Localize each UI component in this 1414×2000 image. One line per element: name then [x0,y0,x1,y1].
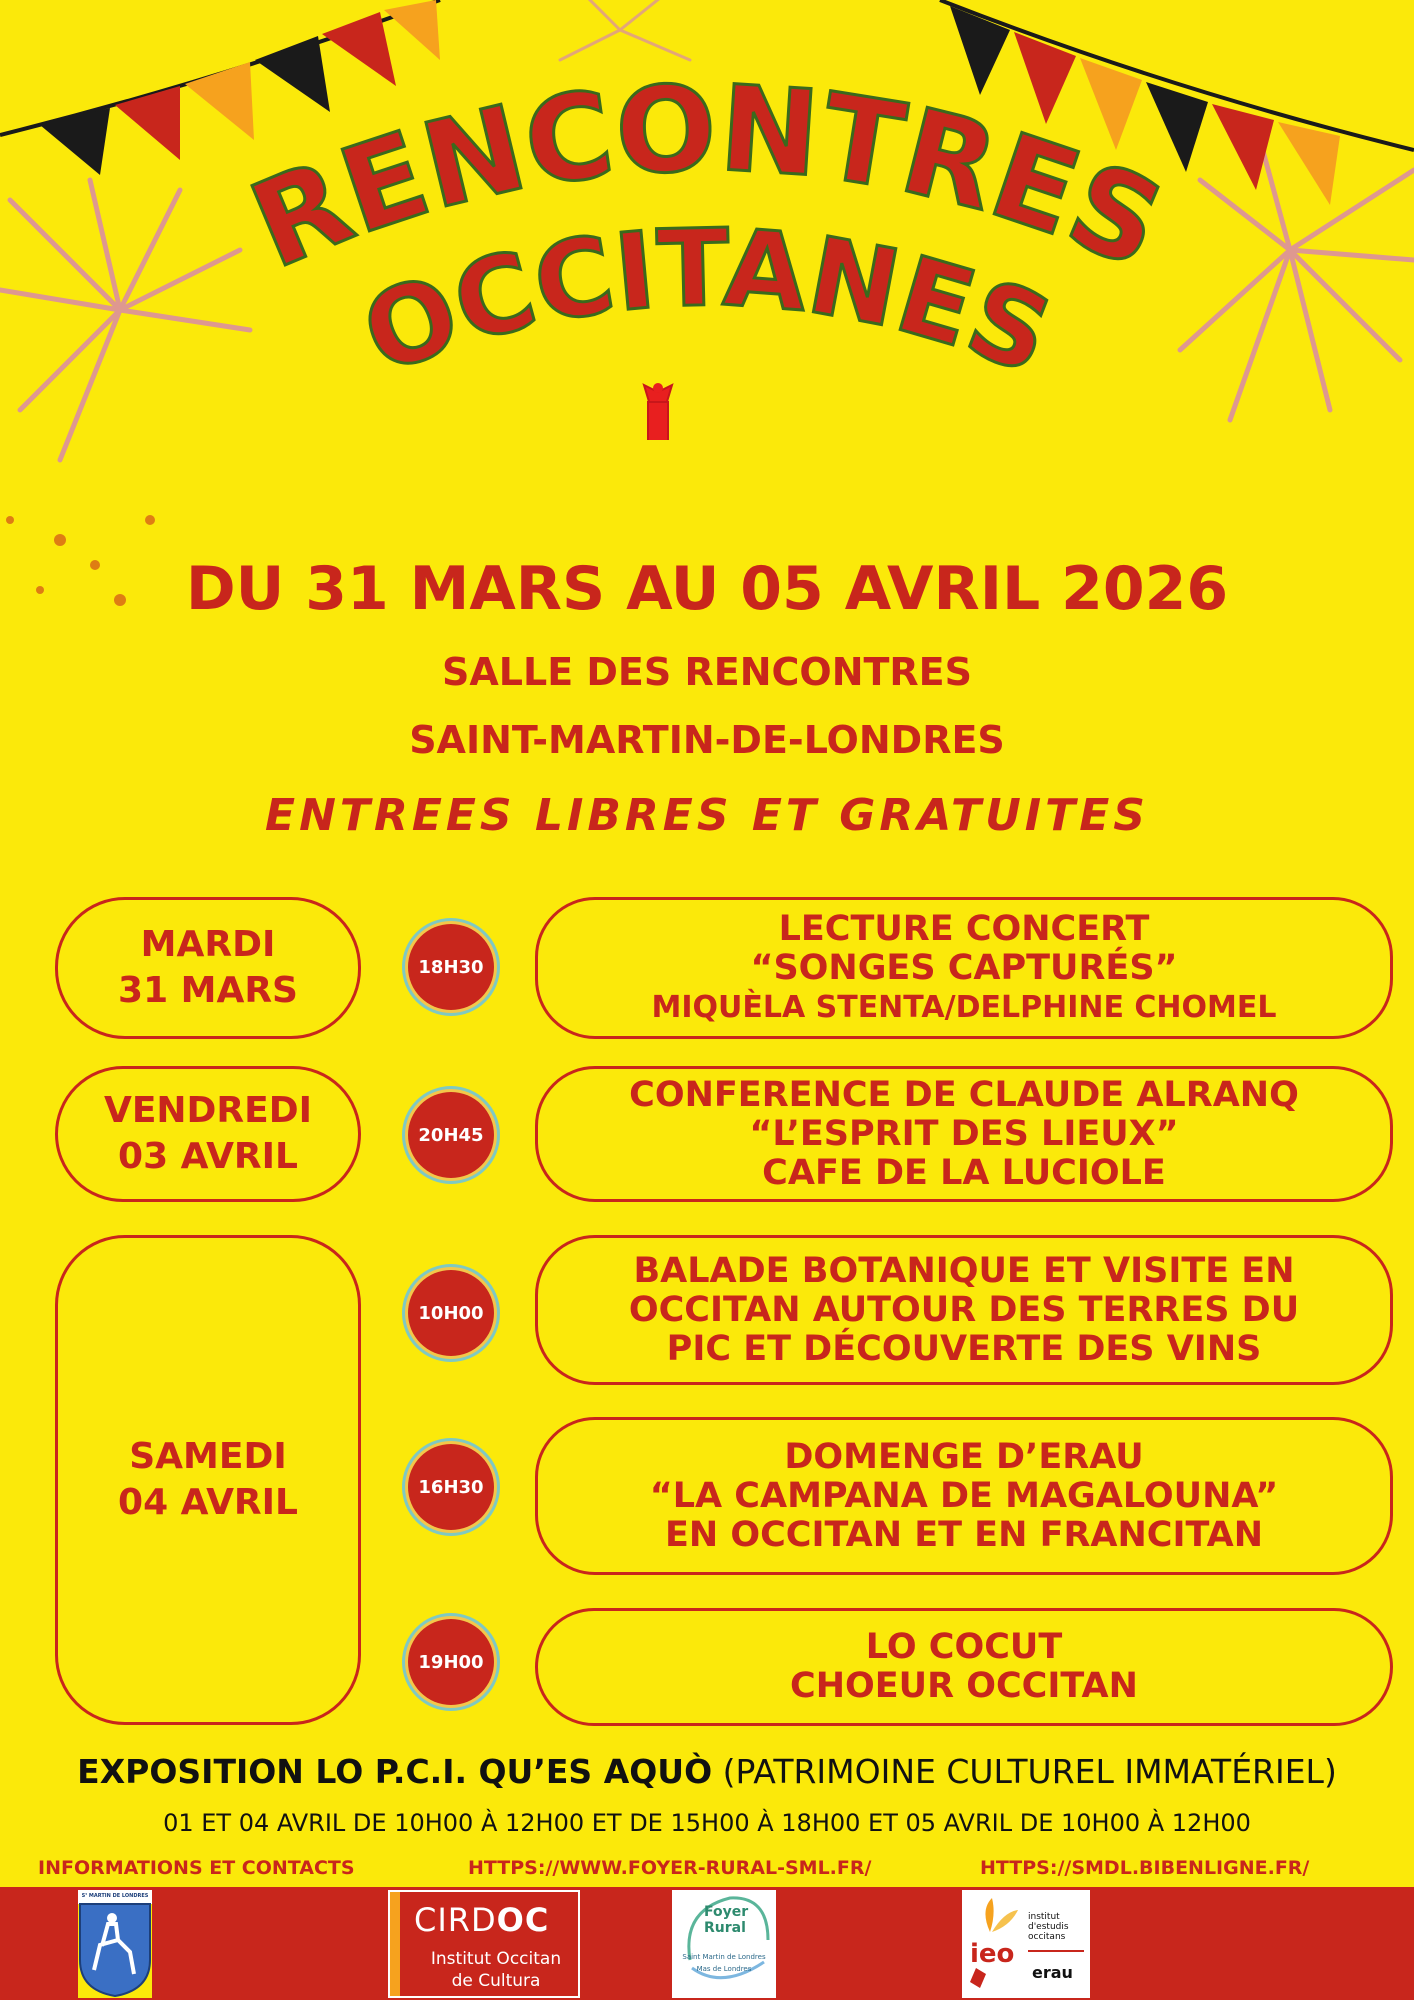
event-box-conference [535,1066,1393,1202]
event-box-domenge [535,1417,1393,1575]
time-badge: 20H45 [408,1092,494,1178]
event-box-balade [535,1235,1393,1385]
logo-foyer-rural [672,1890,776,1998]
title-graphic [0,0,1414,440]
ieo-divider [1028,1950,1084,1952]
event-title: DOMENGE D’ERAU [784,1436,1144,1477]
time-badge: 10H00 [408,1270,494,1356]
cirdoc-accent-bar [390,1892,400,1996]
saint-martin-crest-icon [78,1890,152,1998]
day-date: 03 AVRIL [118,1136,298,1177]
foyer-line-2: Rural [704,1920,746,1936]
event-title: CONFERENCE DE CLAUDE ALRANQ [629,1074,1299,1115]
day-box-friday [55,1066,361,1202]
admission-note: ENTREES LIBRES ET GRATUITES [265,790,1149,841]
event-detail: EN OCCITAN ET EN FRANCITAN [664,1514,1264,1555]
event-subtitle: CHOEUR OCCITAN [790,1666,1138,1706]
exposition-title [0,1750,1414,1794]
time-badge: 19H00 [408,1619,494,1705]
saint-martin-label: Sᵗ MARTIN DE LONDRES [81,1893,149,1899]
title-line-1: RENCONTRES [232,58,1182,296]
venue-line-2: SAINT-MARTIN-DE-LONDRES [409,718,1005,762]
exposition-name: EXPOSITION LO P.C.I. QU’ES AQUÒ [77,1752,713,1791]
day-name: SAMEDI [129,1436,287,1477]
event-detail: CAFE DE LA LUCIOLE [762,1152,1166,1193]
exposition-subtitle: (PATRIMOINE CULTUREL IMMATÉRIEL) [722,1752,1337,1791]
logo-cirdoc [388,1890,580,1998]
title-line-2: OCCITANES [347,206,1068,398]
event-title: BALADE BOTANIQUE ET VISITE EN [633,1250,1295,1291]
foyer-line-3: Saint Martin de Londres [682,1953,766,1961]
venue-line-1: SALLE DES RENCONTRES [441,650,972,694]
bibliotheque-link[interactable]: HTTPS://SMDL.BIBENLIGNE.FR/ [980,1857,1310,1879]
time-badge: 16H30 [408,1444,494,1530]
foyer-rural-link[interactable]: HTTPS://WWW.FOYER-RURAL-SML.FR/ [468,1857,872,1879]
logo-ieo-erau [962,1890,1090,1998]
event-box-lo-cocut [535,1608,1393,1726]
day-name: MARDI [140,924,276,965]
contacts-label: INFORMATIONS ET CONTACTS [38,1857,355,1879]
event-dates: DU 31 MARS AU 05 AVRIL 2026 [185,554,1229,624]
event-detail: PIC ET DÉCOUVERTE DES VINS [666,1328,1262,1369]
ieo-line-4: erau [1032,1963,1073,1982]
ieo-line-1: institut [1028,1912,1060,1922]
cirdoc-line-1: Institut Occitan [430,1949,562,1969]
event-subtitle: “LA CAMPANA DE MAGALOUNA” [649,1475,1279,1516]
event-subtitle: “L’ESPRIT DES LIEUX” [749,1113,1179,1154]
day-name: VENDREDI [103,1090,313,1131]
ieo-line-2: d'estudis [1028,1922,1069,1932]
time-badge: 18H30 [408,924,494,1010]
day-date: 31 MARS [118,970,298,1011]
foyer-line-4: Mas de Londres [696,1965,752,1973]
event-title: LECTURE CONCERT [778,908,1150,949]
day-box-tuesday [55,897,361,1039]
event-title: LO COCUT [865,1627,1063,1667]
event-box-lecture-concert [535,897,1393,1039]
event-subtitle: “SONGES CAPTURÉS” [750,947,1178,988]
occitan-cross-icon [581,383,735,440]
event-detail: MIQUÈLA STENTA/DELPHINE CHOMEL [651,989,1277,1025]
event-subtitle: OCCITAN AUTOUR DES TERRES DU [628,1289,1300,1330]
ieo-line-3: occitans [1028,1932,1066,1942]
cirdoc-line-2: de Cultura [451,1971,541,1991]
day-box-saturday [55,1235,361,1725]
exposition-hours: 01 ET 04 AVRIL DE 10H00 À 12H00 ET DE 15H00 À 18H00 ET 05 AVRIL DE 10H00 À 12H00 [163,1809,1251,1837]
foyer-line-1: Foyer [704,1904,749,1920]
cirdoc-wordmark: CIRDOC [414,1901,550,1939]
day-date: 04 AVRIL [118,1482,298,1523]
ieo-mark: ieo [970,1939,1015,1969]
logo-saint-martin [78,1890,152,1998]
